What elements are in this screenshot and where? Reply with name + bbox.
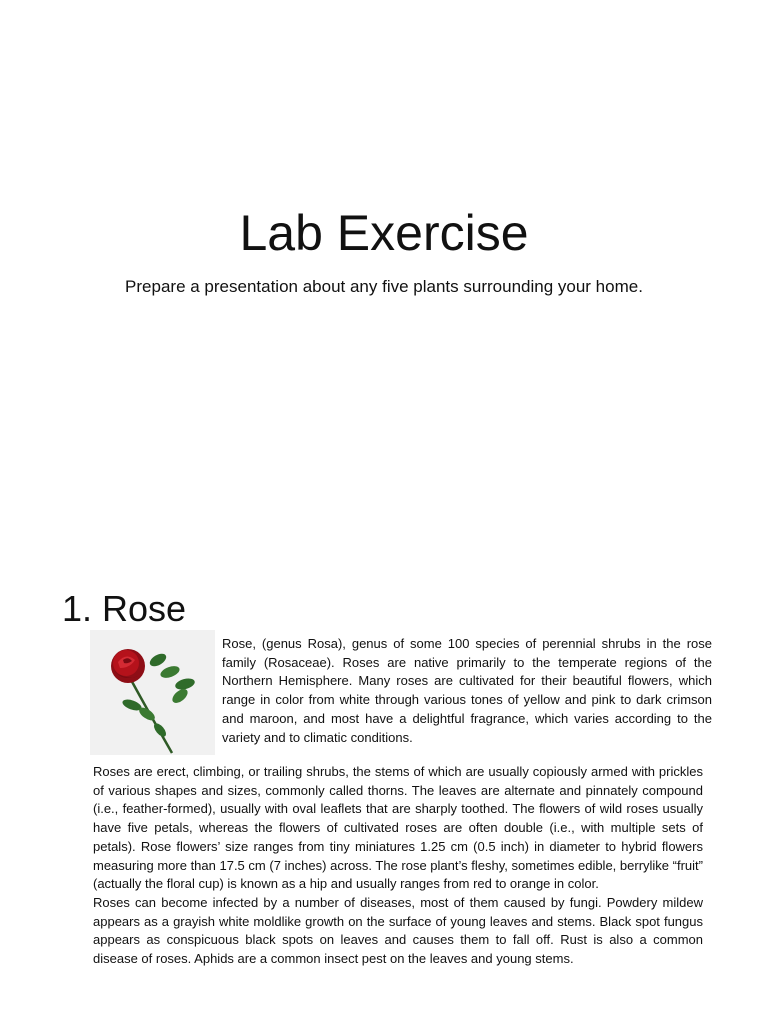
rose-heading: 1. Rose (62, 588, 187, 629)
rose-diseases-paragraph: Roses can become infected by a number of diseases, most of them caused by fungi. Powdery mildew appears as a grayish white moldlike growth on the surface of young leaves and stems. Black spot fungus appears as conspicuous black spots on leaves and causes them to fall off. Rust is also a common disease of roses. Aphids are a common insect pest on the leaves and young stems. (93, 894, 703, 967)
rose-illustration (90, 630, 215, 755)
rose-description-paragraph: Roses are erect, climbing, or trailing shrubs, the stems of which are usually copiously armed with prickles of various shapes and sizes, commonly called thorns. The leaves are alternate and pinnately compound (i.e., feather-formed), usually with oval leaflets that are sharply toothed. The flowers of wild roses usually have five petals, whereas the flowers of cultivated roses are often double (i.e., with multiple sets of petals). Rose flowers’ size ranges from tiny miniatures 1.25 cm (0.5 inch) in diameter to hybrid flowers measuring more than 17.5 cm (7 inches) across. The rose plant’s fleshy, sometimes edible, berrylike “fruit” (actually the floral cup) is known as a hip and usually ranges from red to orange in color. (93, 764, 703, 892)
rose-intro-text: Rose, (genus Rosa), genus of some 100 species of perennial shrubs in the rose family (Rosaceae). Roses are native primarily to the temperate regions of the Northern Hemisphere. Many roses are cultivated for their beautiful flowers, which range in color from white through various tones of yellow and pink to dark crimson and maroon, and most have a delightful fragrance, which varies according to the variety and to climatic conditions. (222, 636, 712, 745)
rose-photo (90, 630, 215, 755)
slide-title-heading: Lab Exercise (239, 205, 529, 261)
rose-body-text (93, 763, 703, 969)
slide-subtitle: Prepare a presentation about any five plants surrounding your home. (125, 277, 643, 296)
